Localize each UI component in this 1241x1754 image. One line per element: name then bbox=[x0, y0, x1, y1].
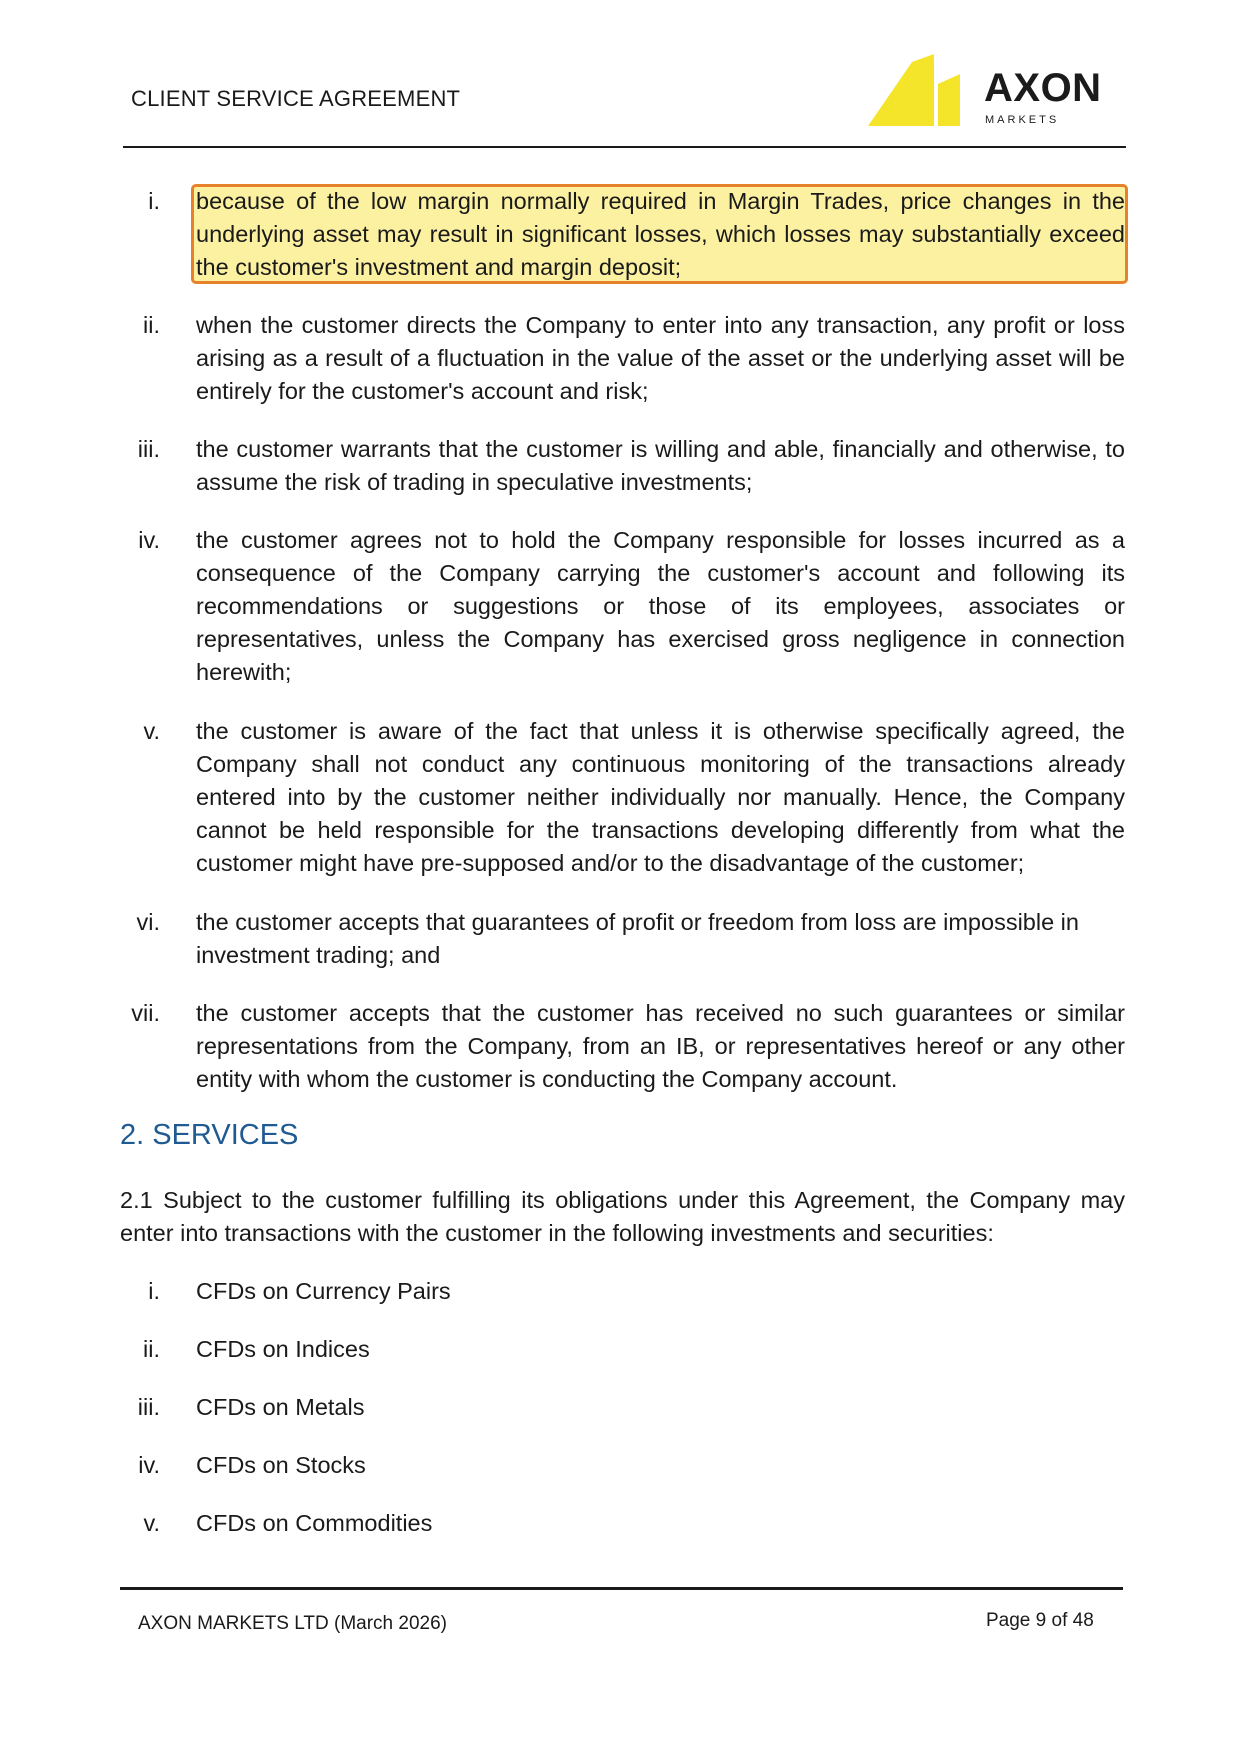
header-divider bbox=[123, 146, 1126, 148]
list-item-text: the customer accepts that guarantees of profit or freedom from loss are impossible in investment trading; and bbox=[196, 909, 1079, 968]
list-item-text: the customer agrees not to hold the Company responsible for losses incurred as a consequence of the Company carrying the customer's account and following its recommendations or suggestions or those of its employees, associates or representatives, unless the Company has exercised gross negligence in connection herewith; bbox=[196, 527, 1125, 685]
logo-subtext: MARKETS bbox=[985, 114, 1060, 126]
footer-divider bbox=[120, 1587, 1123, 1590]
list-item bbox=[120, 715, 1125, 880]
list-item-text: CFDs on Commodities bbox=[196, 1510, 433, 1536]
list-item-text: CFDs on Indices bbox=[196, 1336, 370, 1362]
list-item-number: ii. bbox=[143, 1336, 160, 1362]
list-item-text: the customer is aware of the fact that unless it is otherwise specifically agreed, the Company shall not conduct any continuous monitoring of the transactions already entered into by the customer neither individually nor manually. Hence, the Company cannot be held responsible for the transactions developing differently from what the customer might have pre-supposed and/or to the disadvantage of the customer; bbox=[196, 718, 1125, 876]
list-item-number: iv. bbox=[138, 527, 160, 553]
section-paragraph: 2.1 Subject to the customer fulfilling its obligations under this Agreement, the Company may enter into transactions with the customer in the following investments and securities: bbox=[120, 1187, 1125, 1246]
list-item-number: iii. bbox=[137, 436, 160, 462]
list-item bbox=[120, 185, 1125, 284]
list-item-number: v. bbox=[143, 718, 160, 744]
list-item bbox=[120, 524, 1125, 689]
list-item bbox=[120, 433, 1125, 499]
logo-wordmark: AXON bbox=[984, 66, 1102, 110]
list-item-text: when the customer directs the Company to enter into any transaction, any profit or loss arising as a result of a fluctuation in the value of the asset or the underlying asset will be entirely for the customer's account and risk; bbox=[196, 312, 1125, 404]
list-item-number: iv. bbox=[138, 1452, 160, 1478]
list-item bbox=[120, 309, 1125, 408]
list-item-text: CFDs on Currency Pairs bbox=[196, 1278, 451, 1304]
list-item bbox=[120, 1391, 1125, 1424]
list-item-number: vii. bbox=[131, 1000, 160, 1026]
list-item-text: the customer accepts that the customer has received no such guarantees or similar representations from the Company, from an IB, or representatives hereof or any other entity with whom the customer is conducting the Company account. bbox=[196, 1000, 1125, 1092]
list-item bbox=[120, 1275, 1125, 1308]
list-item bbox=[120, 997, 1125, 1096]
page-number: Page 9 of 48 bbox=[986, 1610, 1094, 1631]
list-item bbox=[120, 1449, 1125, 1482]
list-item-number: i. bbox=[148, 188, 160, 214]
list-item-number: vi. bbox=[136, 909, 160, 935]
list-item bbox=[120, 1507, 1125, 1540]
footer-company: AXON MARKETS LTD (March 2026) bbox=[138, 1613, 448, 1634]
list-item-text: CFDs on Stocks bbox=[196, 1452, 366, 1478]
list-item bbox=[120, 906, 1125, 972]
document-title: CLIENT SERVICE AGREEMENT bbox=[131, 86, 461, 111]
list-item-number: iii. bbox=[137, 1394, 160, 1420]
list-item-number: i. bbox=[148, 1278, 160, 1304]
list-item-text: the customer warrants that the customer is willing and able, financially and otherwise, to assume the risk of trading in speculative investments; bbox=[196, 436, 1125, 495]
list-item-text: because of the low margin normally required in Margin Trades, price changes in the underlying asset may result in significant losses, which losses may substantially exceed the customer's investment and margin deposit; bbox=[196, 188, 1125, 280]
section-heading: 2. SERVICES bbox=[120, 1119, 299, 1151]
list-item-number: ii. bbox=[143, 312, 160, 338]
list-item-text: CFDs on Metals bbox=[196, 1394, 365, 1420]
list-item bbox=[120, 1333, 1125, 1366]
list-item-number: v. bbox=[143, 1510, 160, 1536]
